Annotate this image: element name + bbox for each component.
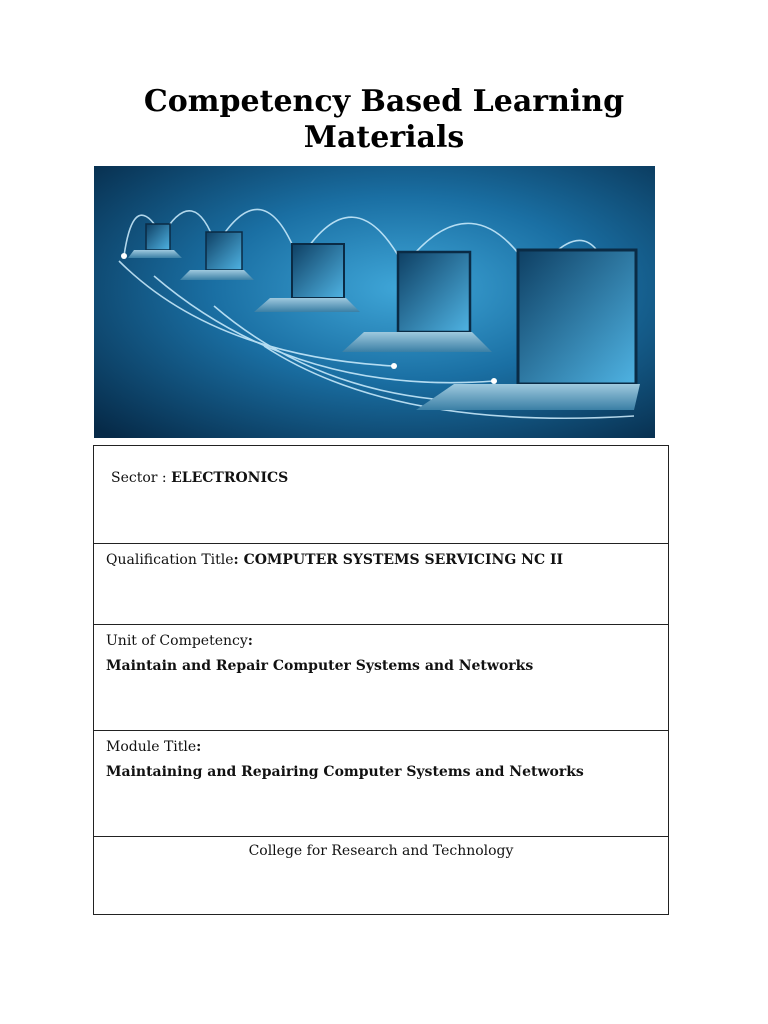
sector-label: Sector : — [111, 470, 172, 486]
qualification-label: Qualification Title — [106, 552, 234, 568]
title-line-1: Competency Based Learning — [143, 84, 625, 119]
module-value: Maintaining and Repairing Computer Systems and Networks — [106, 764, 584, 780]
module-colon: : — [196, 739, 202, 755]
document-title — [0, 84, 768, 156]
unit-cell — [94, 625, 669, 731]
qualification-value: : COMPUTER SYSTEMS SERVICING NC II — [233, 552, 564, 568]
sector-value: ELECTRONICS — [171, 470, 289, 486]
module-info-table — [93, 445, 669, 915]
qualification-row — [94, 544, 669, 625]
module-label: Module Title — [106, 739, 197, 755]
module-row — [94, 731, 669, 837]
college-row — [94, 837, 669, 915]
unit-label: Unit of Competency — [106, 633, 248, 649]
college-cell — [94, 837, 669, 915]
qualification-cell — [94, 544, 669, 625]
unit-colon: : — [247, 633, 253, 649]
college-name: College for Research and Technology — [248, 843, 514, 859]
laptops-illustration — [94, 166, 655, 438]
sector-row — [94, 446, 669, 544]
sector-cell — [94, 446, 669, 544]
module-cell — [94, 731, 669, 837]
title-line-2: Materials — [303, 120, 465, 155]
unit-row — [94, 625, 669, 731]
networked-laptops-image — [94, 166, 655, 438]
unit-value: Maintain and Repair Computer Systems and Networks — [106, 658, 534, 674]
